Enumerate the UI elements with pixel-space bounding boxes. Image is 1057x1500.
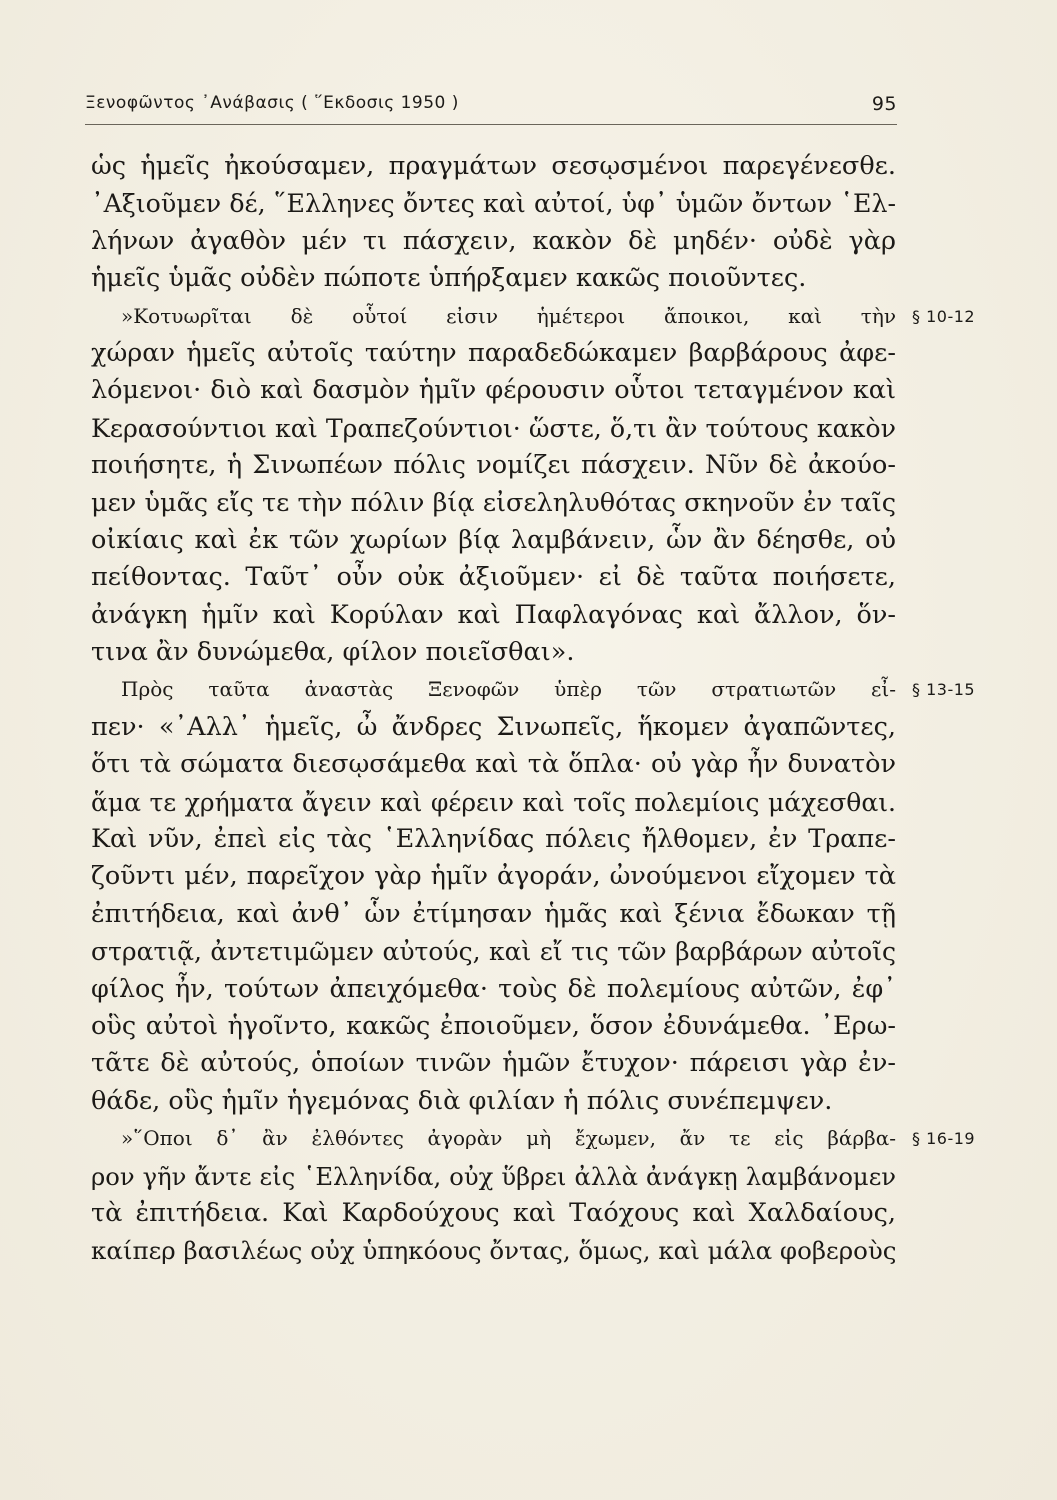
text-line: λόμενοι· διὸ καὶ δασμὸν ἡμῖν φέρουσιν οὗτοι τεταγμένον καὶ (91, 375, 896, 406)
text-line: χώραν ἡμεῖς αὐτοῖς ταύτην παραδεδώκαμεν βαρβάρους ἀφε- (91, 337, 896, 368)
text-line: λήνων ἀγαθὸν μέν τι πάσχειν, κακὸν δὲ μηδέν· οὐδὲ γὰρ (91, 225, 896, 256)
text-line: Πρὸς ταῦτα ἀναστὰς Ξενοφῶν ὑπὲρ τῶν στρατιωτῶν εἶ- § 13-15 (91, 671, 896, 708)
text-line: ᾿Αξιοῦμεν δέ, ῞Ελληνες ὄντες καὶ αὐτοί, ὑφ᾿ ὑμῶν ὄντων ῾Ελ- (91, 189, 896, 219)
text-line: Κερασούντιοι καὶ Τραπεζούντιοι· ὥστε, ὅ,τι ἂν τούτους κακὸν (91, 413, 896, 443)
text-line: »Κοτυωρῖται δὲ οὗτοί εἰσιν ἡμέτεροι ἄποικοι, καὶ τὴν § 10-12 (91, 298, 896, 335)
text-line: ρον γῆν ἄντε εἰς ῾Ελληνίδα, οὐχ ὕβρει ἀλλὰ ἀνάγκῃ λαμβάνομεν (91, 1161, 896, 1191)
text-line: πείθοντας. Ταῦτ᾿ οὖν οὐκ ἀξιοῦμεν· εἰ δὲ ταῦτα ποιήσετε, (91, 562, 896, 593)
text-line: ἡμεῖς ὑμᾶς οὐδὲν πώποτε ὑπήρξαμεν κακῶς ποιοῦντες. (91, 263, 807, 294)
text-line: τᾶτε δὲ αὐτούς, ὁποίων τινῶν ἡμῶν ἔτυχον· πάρεισι γὰρ ἐν- (91, 1048, 896, 1079)
text-line: ζοῦντι μέν, παρεῖχον γὰρ ἡμῖν ἀγοράν, ὠνούμενοι εἴχομεν τὰ (91, 861, 896, 892)
text-line: »῞Οποι δ᾿ ἂν ἐλθόντες ἀγορὰν μὴ ἔχωμεν, ἄν τε εἰς βάρβα- § 16-19 (91, 1120, 896, 1157)
text-line: πεν· «᾿Αλλ᾿ ἡμεῖς, ὦ ἄνδρες Σινωπεῖς, ἥκομεν ἀγαπῶντες, (91, 711, 896, 742)
running-title: Ξενοφῶντος ᾿Ανάβασις ( ῞Εκδοσις 1950 ) (85, 93, 459, 113)
text-line: οἰκίαις καὶ ἐκ τῶν χωρίων βίᾳ λαμβάνειν, ὧν ἂν δέησθε, οὐ (91, 524, 896, 555)
text-line: τὰ ἐπιτήδεια. Καὶ Καρδούχους καὶ Ταόχους καὶ Χαλδαίους, (91, 1197, 896, 1228)
margin-section-ref: § 10-12 (912, 306, 976, 326)
text-line: ὅτι τὰ σώματα διεσῳσάμεθα καὶ τὰ ὅπλα· οὐ γὰρ ἦν δυνατὸν (91, 749, 896, 780)
text-line: φίλος ἦν, τούτων ἀπειχόμεθα· τοὺς δὲ πολεμίους αὐτῶν, ἐφ᾿ (91, 973, 896, 1004)
text-line: ποιήσητε, ἡ Σινωπέων πόλις νομίζει πάσχειν. Νῦν δὲ ἀκούο- (91, 450, 896, 481)
text-line: καίπερ βασιλέως οὐχ ὑπηκόους ὄντας, ὅμως, καὶ μάλα φοβεροὺς (91, 1236, 897, 1266)
text-line: τινα ἂν δυνώμεθα, φίλον ποιεῖσθαι». (91, 637, 575, 668)
text-line: Καὶ νῦν, ἐπεὶ εἰς τὰς ῾Ελληνίδας πόλεις ἤλθομεν, ἐν Τραπε- (91, 824, 896, 855)
text-line: ὡς ἡμεῖς ἠκούσαμεν, πραγμάτων σεσῳσμένοι παρεγένεσθε. (91, 151, 896, 181)
header-rule (85, 124, 897, 125)
margin-section-ref: § 16-19 (912, 1129, 976, 1149)
margin-section-ref: § 13-15 (912, 680, 976, 700)
text-line: στρατιᾷ, ἀντετιμῶμεν αὐτούς, καὶ εἴ τις τῶν βαρβάρων αὐτοῖς (91, 937, 896, 967)
text-line: ἐπιτήδεια, καὶ ἀνθ᾿ ὧν ἐτίμησαν ἡμᾶς καὶ ξένια ἔδωκαν τῇ (91, 898, 896, 929)
text-line: ἀνάγκη ἡμῖν καὶ Κορύλαν καὶ Παφλαγόνας καὶ ἄλλον, ὅν- (91, 599, 896, 630)
text-line: οὓς αὐτοὶ ἡγοῖντο, κακῶς ἐποιοῦμεν, ὅσον ἐδυνάμεθα. ᾿Ερω- (91, 1010, 896, 1041)
text-line: θάδε, οὓς ἡμῖν ἡγεμόνας διὰ φιλίαν ἡ πόλις συνέπεμψεν. (91, 1085, 833, 1116)
body-text (91, 148, 976, 1270)
page-number: 95 (871, 93, 897, 115)
text-line: μεν ὑμᾶς εἴς τε τὴν πόλιν βίᾳ εἰσεληλυθότας σκηνοῦν ἐν ταῖς (91, 487, 896, 518)
text-line: ἅμα τε χρήματα ἄγειν καὶ φέρειν καὶ τοῖς πολεμίοις μάχεσθαι. (91, 787, 896, 817)
